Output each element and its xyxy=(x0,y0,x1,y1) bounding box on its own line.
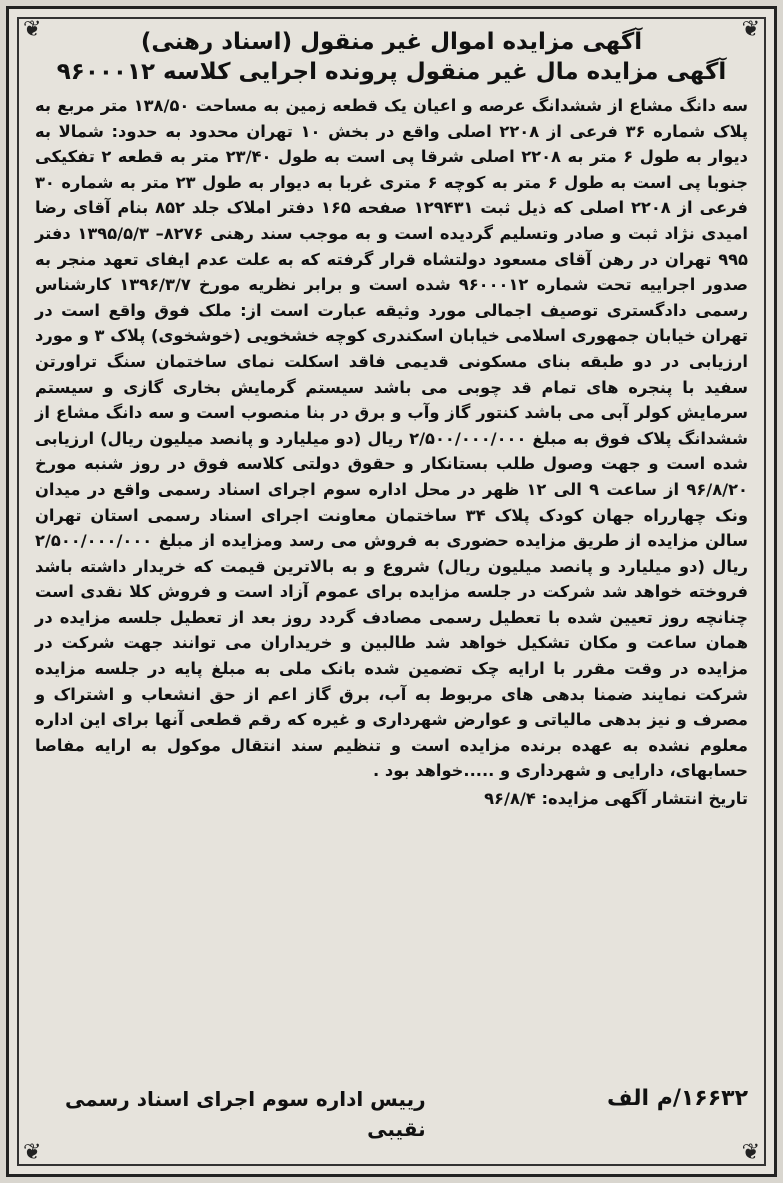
notice-content xyxy=(35,27,748,1154)
notice-footer xyxy=(35,1080,748,1150)
notice-title: آگهی مزایده اموال غیر منقول (اسناد رهنی) xyxy=(140,29,643,55)
signatory-name: نقیبی xyxy=(367,1117,426,1141)
corner-ornament-icon: ❦ xyxy=(23,1140,42,1165)
signatory-title: رییس اداره سوم اجرای اسناد رسمی xyxy=(65,1087,426,1111)
reference-number: ۱۶۶۳۲/م الف xyxy=(607,1086,748,1111)
notice-frame xyxy=(6,6,777,1177)
corner-ornament-icon: ❦ xyxy=(741,1140,760,1165)
corner-ornament-icon: ❦ xyxy=(741,17,760,42)
signature-block xyxy=(65,1084,426,1144)
corner-ornament-icon: ❦ xyxy=(23,17,42,42)
notice-body: سه دانگ مشاع از ششدانگ عرصه و اعیان یک قطعه زمین به مساحت ۱۳۸/۵۰ متر مربع به پلاک شماره ۳۶ فرعی از ۲۲۰۸ اصلی واقع در بخش ۱۰ تهران محدود به حدود: شمالا به دیوار به طول ۶ متر به ۲۲۰۸ اصلی شرقا پی است به طول ۲۳/۴۰ متر به قطعه ۲ تفکیکی جنوبا پی است به طول ۶ متر به کوچه ۶ متری غربا به دیوار به طول ۲۳ متر به شماره ۳۰ فرعی از ۲۲۰۸ اصلی که ذیل ثبت ۱۲۹۴۳۱ صفحه ۱۶۵ دفتر املاک جلد ۸۵۲ بنام آقای رضا امیدی نژاد ثبت و صادر وتسلیم گردیده است و به موجب سند رهنی ۸۲۷۶– ۱۳۹۵/۵/۳ دفتر ۹۹۵ تهران در رهن آقای مسعود دولتشاه قرار گرفته که به علت عدم ایفای تعهد منجر به صدور اجراییه تحت شماره ۹۶۰۰۰۱۲ شده است و برابر نظریه مورخ ۱۳۹۶/۳/۷ کارشناس رسمی دادگستری توصیف اجمالی مورد وثیقه عبارت است از: ملک فوق واقع است در تهران خیابان جمهوری اسلامی خیابان اسکندری کوچه خشخویی (خوشخوی) پلاک ۳ و مورد ارزیابی در دو طبقه بنای مسکونی قدیمی فاقد اسکلت نمای ساختمان سنگ تراورتن سفید با پنجره های تمام قد چوبی می باشد سیستم گرمایش بخاری گازی و سیستم سرمایش کولر آبی می باشد کنتور گاز وآب و برق در بنا منصوب است و سه دانگ مشاع از ششدانگ پلاک فوق به مبلغ ۲/۵۰۰/۰۰۰/۰۰۰ ریال (دو میلیارد و پانصد میلیون ریال) ارزیابی شده است و جهت وصول طلب بستانکار و حقوق دولتی کلاسه فوق در روز شنبه مورخ ۹۶/۸/۲۰ از ساعت ۹ الی ۱۲ ظهر در محل اداره سوم اجرای اسناد رسمی واقع در میدان ونک چهارراه جهان کودک پلاک ۳۴ ساختمان معاونت اجرای اسناد رسمی استان تهران سالن مزایده از طریق مزایده حضوری به فروش می رسد ومزایده از مبلغ ۲/۵۰۰/۰۰۰/۰۰۰ ریال (دو میلیارد و پانصد میلیون ریال) شروع و به بالاترین قیمت که خریدار داشته باشد فروخته خواهد شد شرکت در جلسه مزایده برای عموم آزاد است و فروش کلا نقدی است چنانچه روز تعیین شده با تعطیل رسمی مصادف گردد روز بعد از تعطیل جلسه مزایده در همان ساعت و مکان تشکیل خواهد شد طالبین و خریداران می توانند جهت شرکت در مزایده در وقت مقرر با ارایه چک تضمین شده بانک ملی به مبلغ پایه در جلسه مزایده شرکت نمایند ضمنا بدهی های مربوط به آب، برق گاز اعم از حق انشعاب و اشتراک و مصرف و نیز بدهی مالیاتی و عوارض شهرداری و غیره که رقم قطعی آنها برای این اداره معلوم نشده به عهده برنده مزایده است و تنظیم سند انتقال موکول به ارایه مفاصا حسابهای، دارایی و شهرداری و .....خواهد بود . xyxy=(35,96,748,781)
notice-subtitle: آگهی مزایده مال غیر منقول پرونده اجرایی کلاسه ۹۶۰۰۰۱۲ xyxy=(56,59,727,85)
publication-date: تاریخ انتشار آگهی مزایده: ۹۶/۸/۴ xyxy=(484,789,748,809)
